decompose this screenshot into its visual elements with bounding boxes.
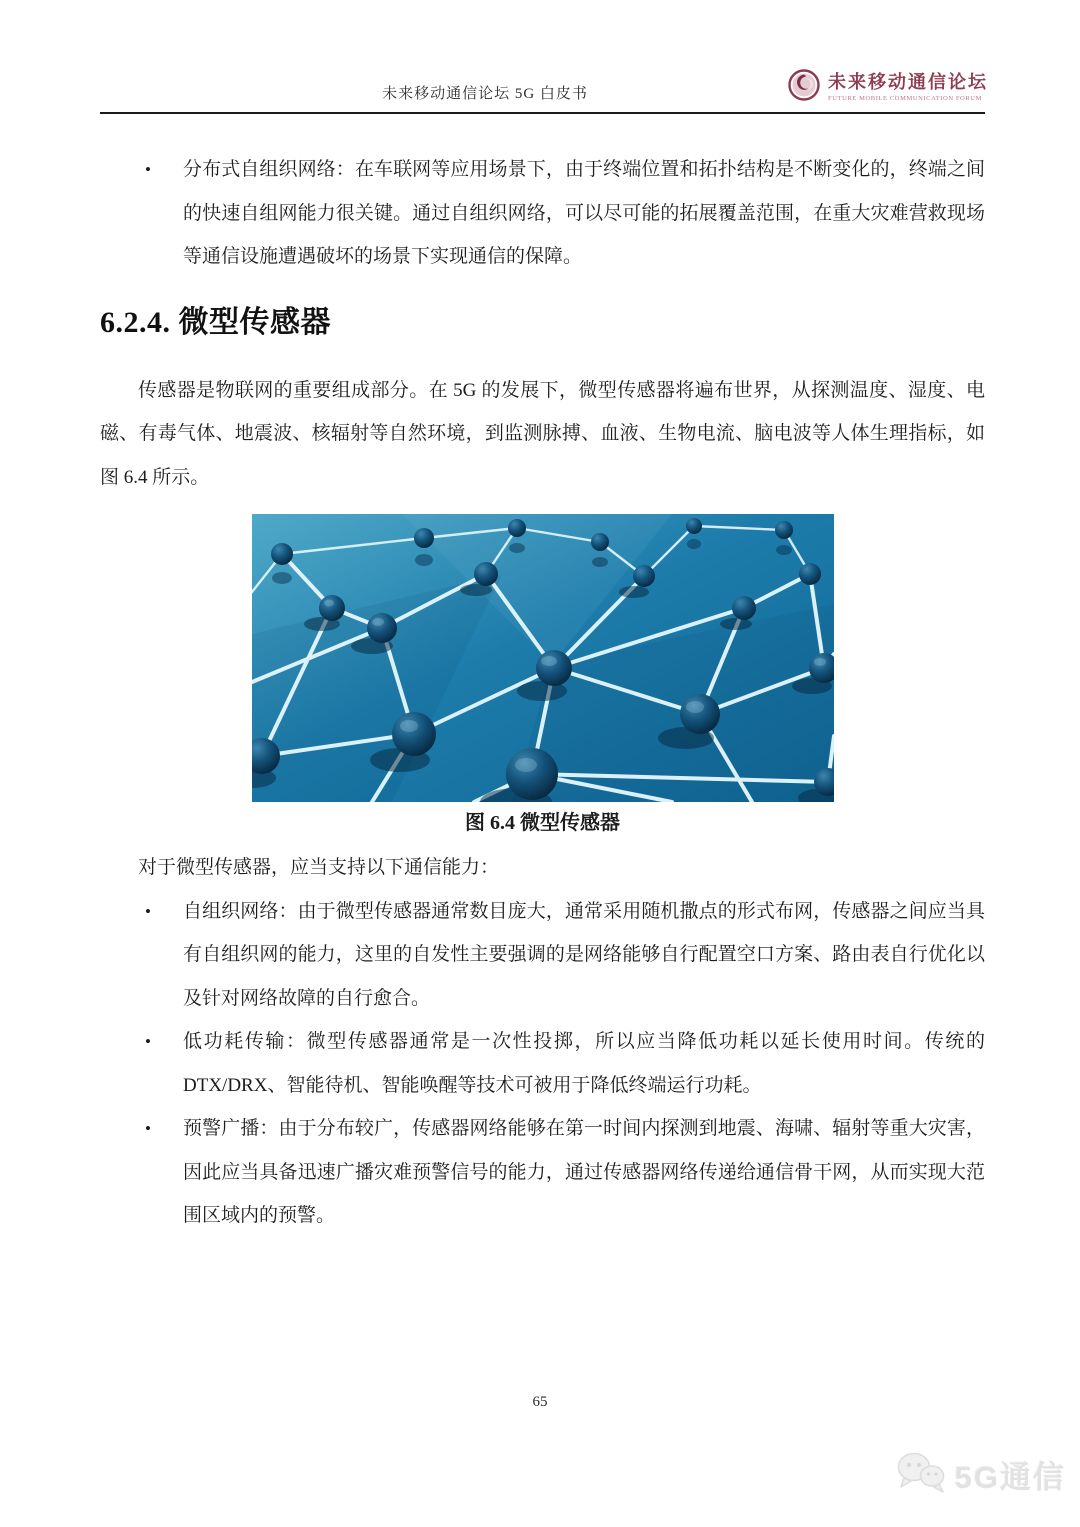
list-item <box>100 1107 985 1238</box>
page-content <box>100 133 985 1238</box>
list-item <box>100 148 985 279</box>
bullet-marker: • <box>145 160 151 179</box>
bullet-text: 分布式自组织网络：在车联网等应用场景下，由于终端位置和拓扑结构是不断变化的，终端之间的快速自组网能力很关键。通过自组织网络，可以尽可能的拓展覆盖范围，在重大灾难营救现场等通信设施遭遇破坏的场景下实现通信的保障。 <box>183 159 985 267</box>
bullet-text: 低功耗传输：微型传感器通常是一次性投掷，所以应当降低功耗以延长使用时间。传统的DTX/DRX、智能待机、智能唤醒等技术可被用于降低终端运行功耗。 <box>183 1031 985 1096</box>
wechat-icon <box>893 1448 949 1501</box>
bullet-text: 预警广播：由于分布较广，传感器网络能够在第一时间内探测到地震、海啸、辐射等重大灾害，因此应当具备迅速广播灾难预警信号的能力，通过传感器网络传递给通信骨干网，从而实现大范围区域内的预警。 <box>183 1118 985 1226</box>
watermark-text: 5G通信 <box>954 1460 1066 1495</box>
list-item <box>100 1020 985 1107</box>
bullet-marker: • <box>145 1119 151 1138</box>
capability-bullet-list <box>100 890 985 1238</box>
network-nodes-photo <box>252 514 834 802</box>
header-title: 未来移动通信论坛 5G 白皮书 <box>382 86 588 102</box>
bullet-marker: • <box>145 901 151 921</box>
forum-logo-name-cn: 未来移动通信论坛 <box>828 72 988 93</box>
header-divider <box>100 112 985 114</box>
wechat-watermark <box>893 1448 1066 1501</box>
forum-logo <box>787 68 988 107</box>
figure-caption: 图 6.4 微型传感器 <box>465 812 620 834</box>
capability-list-intro: 对于微型传感器，应当支持以下通信能力： <box>138 857 500 878</box>
forum-logo-icon <box>787 68 821 107</box>
carryover-bullet-list <box>100 148 985 279</box>
figure-6-4 <box>252 514 834 838</box>
forum-logo-text <box>828 73 988 102</box>
section-heading: 6.2.4. 微型传感器 <box>100 305 331 339</box>
bullet-text: 自组织网络：由于微型传感器通常数目庞大，通常采用随机撒点的形式布网，传感器之间应当具有自组织网的能力，这里的自发性主要强调的是网络能够自行配置空口方案、路由表自行优化以及针对网络故障的自行愈合。 <box>183 900 985 1009</box>
bullet-marker: • <box>145 1032 151 1051</box>
intro-paragraph: 传感器是物联网的重要组成部分。在 5G 的发展下，微型传感器将遍布世界，从探测温度、湿度、电磁、有毒气体、地震波、核辐射等自然环境，到监测脉搏、血液、生物电流、脑电波等人体生理指标，如图 6.4 所示。 <box>100 379 985 488</box>
forum-logo-name-en: FUTURE MOBILE COMMUNICATION FORUM <box>828 94 982 102</box>
list-item <box>100 890 985 1021</box>
page-number: 65 <box>532 1394 548 1410</box>
